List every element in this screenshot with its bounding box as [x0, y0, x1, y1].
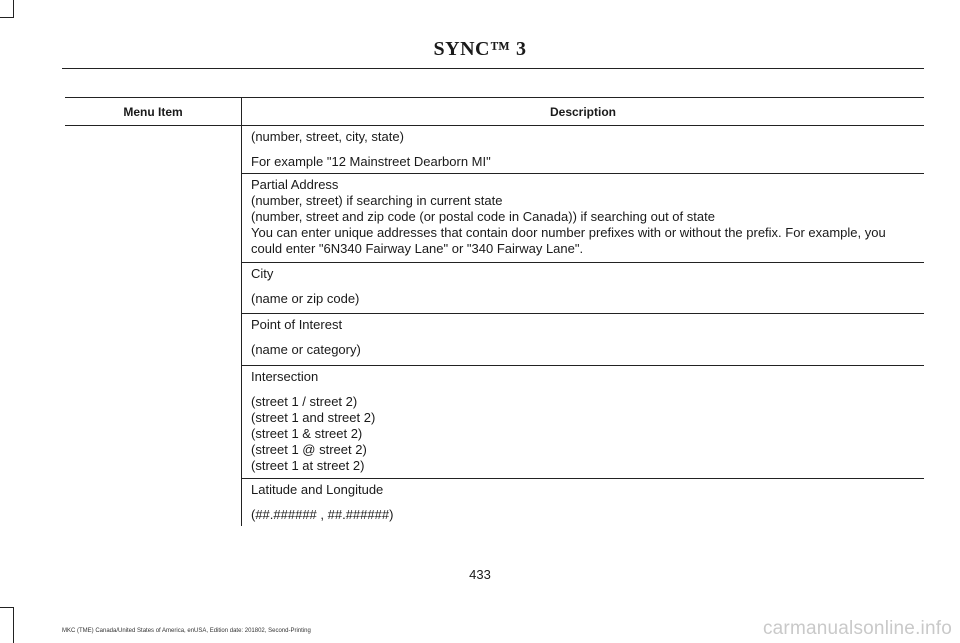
page-number: 433 [469, 567, 491, 582]
crop-mark-top-left [13, 0, 14, 18]
description-cell [242, 366, 925, 479]
page-header-title: SYNC™ 3 [433, 38, 527, 60]
description-line: (##.###### , ##.######) [251, 507, 394, 522]
description-cell [242, 174, 925, 263]
description-line: Point of Interest [251, 317, 343, 332]
footer-edition-text: MKC (TME) Canada/United States of America, enUSA, Edition date: 201802, Second-Printing [62, 628, 311, 634]
crop-mark-bottom-left [13, 607, 14, 643]
description-line: (street 1 & street 2) [251, 426, 363, 441]
description-line: Latitude and Longitude [251, 482, 384, 497]
crop-mark-top-left-h [0, 17, 14, 18]
description-cell [242, 479, 925, 527]
description-line: (street 1 / street 2) [251, 394, 358, 409]
table-header-row [65, 98, 924, 126]
description-cell [242, 126, 925, 174]
description-line: Intersection [251, 369, 319, 384]
column-header-menu-item: Menu Item [65, 98, 242, 126]
description-line: (number, street and zip code (or postal code in Canada)) if searching out of state [251, 209, 715, 224]
description-line: You can enter unique addresses that contain door number prefixes with or without the prefix. For example, you could enter "6N340 Fairway Lane" or "340 Fairway Lane". [251, 225, 886, 256]
description-cell [242, 263, 925, 314]
description-line: City [251, 266, 274, 281]
description-line: (street 1 and street 2) [251, 410, 376, 425]
description-line: (street 1 @ street 2) [251, 442, 367, 457]
menu-item-cell [65, 126, 242, 527]
watermark: carmanualsonline.info [762, 618, 952, 639]
header-rule [62, 68, 924, 69]
description-cell [242, 314, 925, 366]
menu-item-table [65, 97, 924, 526]
description-line: (name or zip code) [251, 291, 360, 306]
description-line: (number, street) if searching in current state [251, 193, 503, 208]
description-line: (number, street, city, state) [251, 129, 404, 144]
table-row [65, 126, 924, 174]
column-header-description: Description [242, 98, 925, 126]
crop-mark-bottom-left-h [0, 607, 14, 608]
description-line: Partial Address [251, 177, 339, 192]
description-line: (street 1 at street 2) [251, 458, 365, 473]
description-line: (name or category) [251, 342, 361, 357]
description-line: For example "12 Mainstreet Dearborn MI" [251, 154, 491, 169]
